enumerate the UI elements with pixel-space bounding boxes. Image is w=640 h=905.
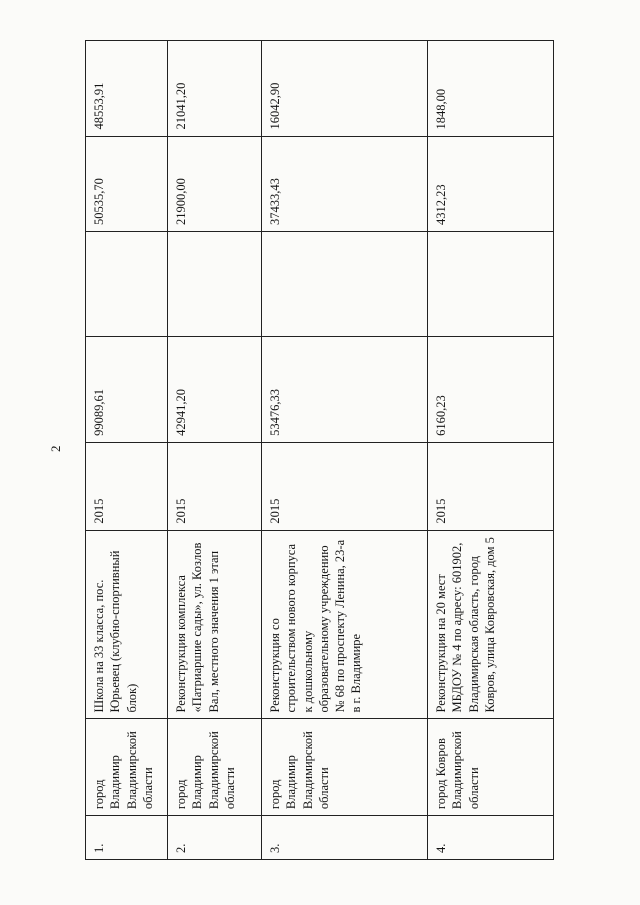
table-row	[168, 41, 262, 860]
object-cell: Школа на 33 класса, пос. Юрьевец (клубно-спортивный блок)	[86, 530, 168, 719]
row-number: 3.	[262, 816, 428, 860]
table-row	[262, 41, 428, 860]
total-cell: 42941,20	[168, 337, 262, 442]
total-cell: 6160,23	[428, 337, 554, 442]
row-number: 1.	[86, 816, 168, 860]
object-cell: Реконструкция комплекса «Патриаршие сады», ул. Козлов Вал, местного значения 1 этап	[168, 530, 262, 719]
year-cell: 2015	[86, 442, 168, 530]
year-cell: 2015	[168, 442, 262, 530]
value-cell-2	[428, 232, 554, 337]
table-row	[428, 41, 554, 860]
total-cell: 99089,61	[86, 337, 168, 442]
value-cell-2	[86, 232, 168, 337]
value-cell-4: 48553,91	[86, 41, 168, 137]
table-row	[86, 41, 168, 860]
rotated-table-container	[85, 40, 553, 860]
funding-table	[85, 40, 554, 860]
value-cell-2	[168, 232, 262, 337]
page-number: 2	[48, 445, 63, 452]
total-cell: 53476,33	[262, 337, 428, 442]
year-cell: 2015	[262, 442, 428, 530]
row-number: 2.	[168, 816, 262, 860]
value-cell-4: 21041,20	[168, 41, 262, 137]
year-cell: 2015	[428, 442, 554, 530]
municipality-cell: город Владимир Владимирской области	[86, 719, 168, 816]
value-cell-3: 4312,23	[428, 136, 554, 232]
municipality-cell: город Владимир Владимирской области	[262, 719, 428, 816]
object-cell: Реконструкция на 20 мест МБДОУ № 4 по адресу: 601902, Владимирская область, город Ковров, улица Ковровская, дом 5	[428, 530, 554, 719]
value-cell-4: 1848,00	[428, 41, 554, 137]
object-cell: Реконструкция со строительством нового корпуса к дошкольному образовательному учреждению № 68 по проспекту Ленина, 23-а в г. Владимире	[262, 530, 428, 719]
value-cell-2	[262, 232, 428, 337]
value-cell-4: 16042,90	[262, 41, 428, 137]
value-cell-3: 21900,00	[168, 136, 262, 232]
value-cell-3: 50535,70	[86, 136, 168, 232]
value-cell-3: 37433,43	[262, 136, 428, 232]
row-number: 4.	[428, 816, 554, 860]
municipality-cell: город Ковров Владимирской области	[428, 719, 554, 816]
municipality-cell: город Владимир Владимирской области	[168, 719, 262, 816]
